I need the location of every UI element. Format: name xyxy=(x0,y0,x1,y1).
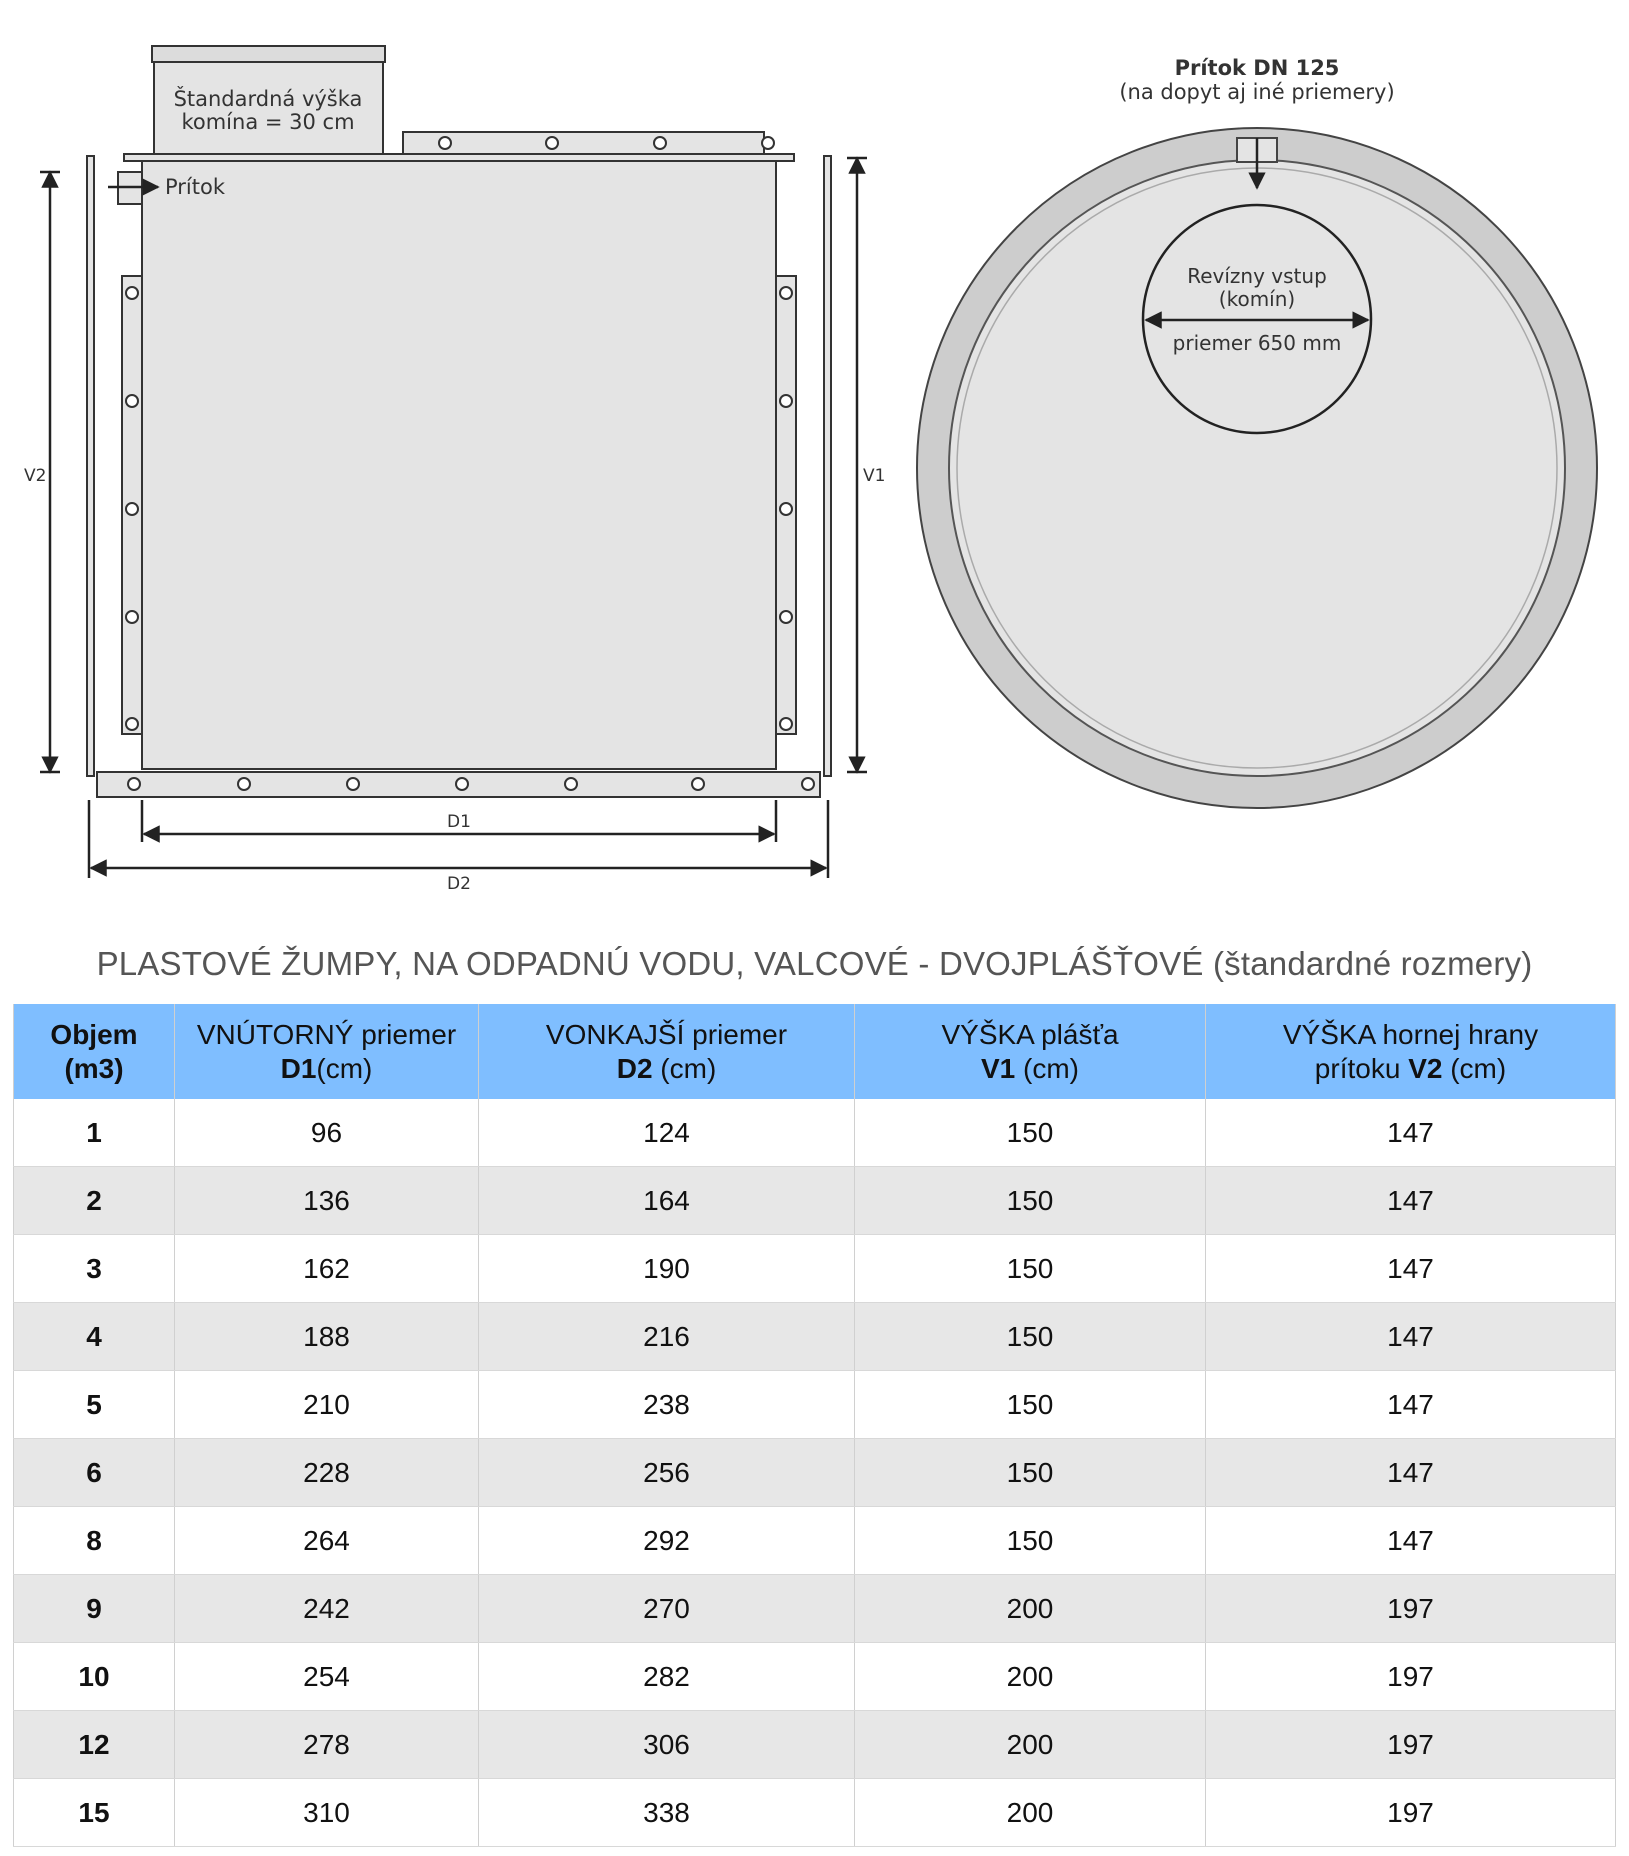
table-row xyxy=(14,1439,1616,1507)
inflow-side-label: Prítok xyxy=(165,175,226,199)
dimension-cell: 238 xyxy=(479,1371,855,1439)
dimension-cell: 147 xyxy=(1206,1371,1616,1439)
rib-hole xyxy=(128,778,140,790)
dimension-cell: 200 xyxy=(855,1575,1206,1643)
label-v2: V2 xyxy=(24,466,47,486)
rib-hole xyxy=(692,778,704,790)
rib-hole xyxy=(439,137,451,149)
rib-hole xyxy=(347,778,359,790)
rib-hole xyxy=(126,611,138,623)
outer-wall-right xyxy=(824,156,831,776)
dimension-cell: 150 xyxy=(855,1235,1206,1303)
dimension-cell: 150 xyxy=(855,1371,1206,1439)
tank-lid xyxy=(124,154,794,161)
header-v1: VÝŠKA plášťa V1 (cm) xyxy=(855,1004,1206,1099)
volume-cell: 6 xyxy=(14,1439,175,1507)
dimension-cell: 278 xyxy=(175,1711,479,1779)
table-row xyxy=(14,1371,1616,1439)
dimension-cell: 147 xyxy=(1206,1099,1616,1167)
dimension-cell: 150 xyxy=(855,1507,1206,1575)
dimension-cell: 150 xyxy=(855,1303,1206,1371)
table-row xyxy=(14,1507,1616,1575)
dimension-cell: 210 xyxy=(175,1371,479,1439)
dimension-cell: 200 xyxy=(855,1779,1206,1847)
dimension-cell: 147 xyxy=(1206,1235,1616,1303)
table-row xyxy=(14,1779,1616,1847)
rib-hole xyxy=(565,778,577,790)
dimension-cell: 228 xyxy=(175,1439,479,1507)
rib-hole xyxy=(780,287,792,299)
header-d2: VONKAJŠÍ priemer D2 (cm) xyxy=(479,1004,855,1099)
volume-cell: 2 xyxy=(14,1167,175,1235)
table-row xyxy=(14,1099,1616,1167)
volume-cell: 5 xyxy=(14,1371,175,1439)
volume-cell: 8 xyxy=(14,1507,175,1575)
rib-hole xyxy=(546,137,558,149)
table-row xyxy=(14,1643,1616,1711)
dimension-cell: 197 xyxy=(1206,1575,1616,1643)
inspection-diameter-label: priemer 650 mm xyxy=(1172,331,1342,355)
volume-cell: 10 xyxy=(14,1643,175,1711)
dimension-cell: 162 xyxy=(175,1235,479,1303)
tank-body xyxy=(142,161,776,769)
rib-hole xyxy=(762,137,774,149)
dimension-cell: 200 xyxy=(855,1643,1206,1711)
outer-wall-left xyxy=(87,156,94,776)
dimension-cell: 150 xyxy=(855,1167,1206,1235)
rib-hole xyxy=(456,778,468,790)
inspection-label-line1: Revízny vstup xyxy=(1187,264,1327,288)
side-view xyxy=(87,46,831,797)
table-row xyxy=(14,1711,1616,1779)
dimensions-table xyxy=(13,1004,1616,1847)
dimension-cell: 197 xyxy=(1206,1643,1616,1711)
rib-hole xyxy=(654,137,666,149)
rib-hole xyxy=(126,287,138,299)
volume-cell: 1 xyxy=(14,1099,175,1167)
chimney-label-line1: Štandardná výška xyxy=(173,87,363,111)
dimension-cell: 254 xyxy=(175,1643,479,1711)
dimension-cell: 242 xyxy=(175,1575,479,1643)
label-d2: D2 xyxy=(447,874,471,894)
inflow-top-title: Prítok DN 125 xyxy=(1174,56,1340,80)
rib-hole xyxy=(780,395,792,407)
dimension-cell: 256 xyxy=(479,1439,855,1507)
top-rib-strip xyxy=(403,132,764,154)
label-d1: D1 xyxy=(447,812,471,832)
dimension-cell: 136 xyxy=(175,1167,479,1235)
rib-hole xyxy=(126,395,138,407)
rib-hole xyxy=(780,718,792,730)
chimney-label-line2: komína = 30 cm xyxy=(181,110,355,134)
dimension-cell: 190 xyxy=(479,1235,855,1303)
rib-hole xyxy=(780,503,792,515)
top-view xyxy=(917,128,1597,808)
dimension-cell: 200 xyxy=(855,1711,1206,1779)
dimension-cell: 150 xyxy=(855,1099,1206,1167)
dimension-cell: 147 xyxy=(1206,1507,1616,1575)
rib-hole xyxy=(126,503,138,515)
dimension-cell: 292 xyxy=(479,1507,855,1575)
table-row xyxy=(14,1303,1616,1371)
rib-hole xyxy=(238,778,250,790)
table-header-row xyxy=(14,1004,1616,1099)
header-v2: VÝŠKA hornej hrany prítoku V2 (cm) xyxy=(1206,1004,1616,1099)
dimension-cell: 197 xyxy=(1206,1779,1616,1847)
volume-cell: 4 xyxy=(14,1303,175,1371)
volume-cell: 15 xyxy=(14,1779,175,1847)
dimension-cell: 147 xyxy=(1206,1167,1616,1235)
label-v1: V1 xyxy=(863,466,886,486)
volume-cell: 12 xyxy=(14,1711,175,1779)
volume-cell: 3 xyxy=(14,1235,175,1303)
chimney-cap xyxy=(152,46,385,62)
dimension-cell: 338 xyxy=(479,1779,855,1847)
table-row xyxy=(14,1235,1616,1303)
dimension-cell: 164 xyxy=(479,1167,855,1235)
header-objem: Objem (m3) xyxy=(14,1004,175,1099)
dimension-cell: 306 xyxy=(479,1711,855,1779)
table-row xyxy=(14,1167,1616,1235)
dimension-cell: 147 xyxy=(1206,1303,1616,1371)
dimension-cell: 188 xyxy=(175,1303,479,1371)
table-row xyxy=(14,1575,1616,1643)
dimension-cell: 310 xyxy=(175,1779,479,1847)
dimension-cell: 150 xyxy=(855,1439,1206,1507)
dimension-cell: 282 xyxy=(479,1643,855,1711)
dimension-cell: 197 xyxy=(1206,1711,1616,1779)
inspection-label-line2: (komín) xyxy=(1218,287,1296,311)
table-caption: PLASTOVÉ ŽUMPY, NA ODPADNÚ VODU, VALCOVÉ - DVOJPLÁŠŤOVÉ (štandardné rozmery) xyxy=(96,945,1533,982)
volume-cell: 9 xyxy=(14,1575,175,1643)
dimension-cell: 96 xyxy=(175,1099,479,1167)
rib-hole xyxy=(780,611,792,623)
dimension-cell: 216 xyxy=(479,1303,855,1371)
header-d1: VNÚTORNÝ priemer D1(cm) xyxy=(175,1004,479,1099)
dimension-cell: 264 xyxy=(175,1507,479,1575)
dimension-cell: 147 xyxy=(1206,1439,1616,1507)
rib-hole xyxy=(802,778,814,790)
dimension-cell: 270 xyxy=(479,1575,855,1643)
septic-tank-diagram xyxy=(0,0,1629,920)
rib-hole xyxy=(126,718,138,730)
inflow-top-note: (na dopyt aj iné priemery) xyxy=(1119,80,1395,104)
dimension-cell: 124 xyxy=(479,1099,855,1167)
